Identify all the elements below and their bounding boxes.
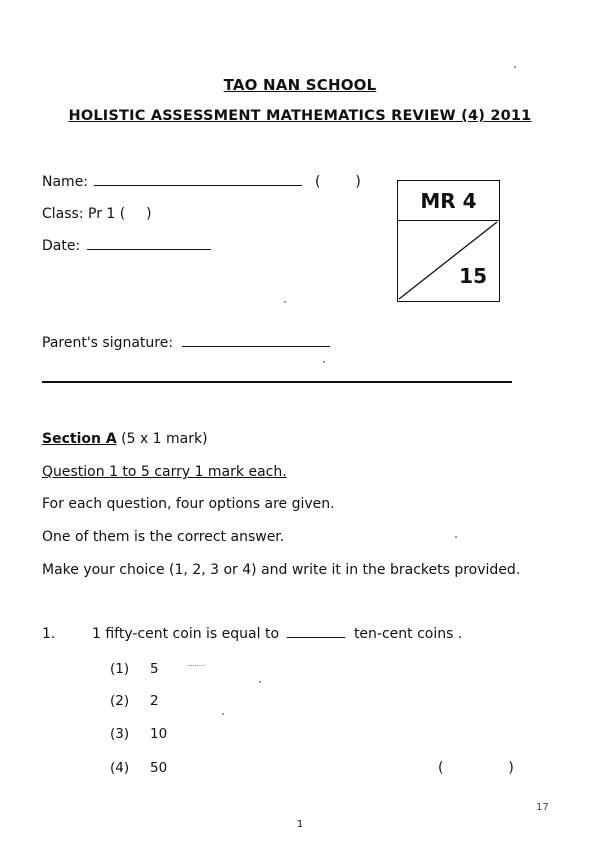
class-bracket-close: ) [146, 206, 152, 222]
date-label: Date: [42, 238, 81, 254]
scan-speck [222, 713, 224, 715]
scan-speck [455, 536, 457, 538]
option-1[interactable] [110, 661, 159, 677]
option-label: (2) [110, 693, 130, 709]
name-field[interactable] [94, 184, 302, 186]
option-2[interactable] [110, 693, 159, 709]
option-label: (1) [110, 661, 130, 677]
page-number: 1 [296, 819, 304, 830]
date-row [42, 238, 211, 254]
question-1-text [92, 626, 462, 642]
school-name: TAO NAN SCHOOL [223, 76, 377, 94]
name-row [42, 174, 361, 190]
option-label: (4) [110, 760, 130, 776]
section-a-title: Section A [42, 431, 117, 447]
section-a-heading [42, 431, 208, 447]
corner-mark: 17 [536, 802, 549, 813]
instruction-line: Make your choice (1, 2, 3 or 4) and write it in the brackets provided. [42, 562, 521, 578]
score-total: 15 [459, 264, 487, 288]
parent-signature-field[interactable] [182, 345, 330, 347]
name-index-bracket-open: ( [314, 174, 321, 190]
divider-line [42, 381, 512, 383]
option-value: 5 [150, 661, 159, 677]
score-box-body [398, 221, 499, 300]
scan-speck [284, 301, 286, 303]
option-4[interactable] [110, 760, 167, 776]
class-row [42, 206, 152, 222]
class-label: Class: Pr 1 ( [42, 206, 126, 222]
section-a-note: Question 1 to 5 carry 1 mark each. [42, 464, 287, 480]
question-1-blank[interactable] [287, 636, 345, 638]
question-1-text-after: ten-cent coins . [353, 626, 463, 642]
scan-speck [323, 361, 325, 363]
score-box [397, 180, 500, 302]
question-1-number: 1. [42, 626, 56, 642]
option-label: (3) [110, 726, 130, 742]
scan-speck [514, 66, 516, 68]
score-box-code: MR 4 [398, 181, 499, 221]
section-a-marks: (5 x 1 mark) [121, 431, 208, 447]
name-label: Name: [42, 174, 89, 190]
scan-speck [188, 665, 204, 666]
date-field[interactable] [87, 248, 211, 250]
option-3[interactable] [110, 726, 167, 742]
instruction-line: One of them is the correct answer. [42, 529, 285, 545]
instruction-line: For each question, four options are given. [42, 496, 335, 512]
option-value: 50 [150, 760, 168, 776]
answer-bracket [438, 760, 514, 776]
answer-bracket-open: ( [438, 760, 444, 776]
score-field[interactable] [404, 229, 448, 259]
parent-signature-label: Parent's signature: [42, 335, 174, 351]
question-1-text-before: 1 fifty-cent coin is equal to [92, 626, 280, 642]
name-index-bracket-close: ) [355, 174, 361, 190]
option-value: 2 [150, 693, 159, 709]
scan-speck [259, 681, 261, 683]
assessment-title: HOLISTIC ASSESSMENT MATHEMATICS REVIEW (4) 2011 [68, 108, 532, 124]
parent-signature-row [42, 335, 330, 351]
option-value: 10 [150, 726, 168, 742]
answer-bracket-close: ) [508, 760, 514, 776]
